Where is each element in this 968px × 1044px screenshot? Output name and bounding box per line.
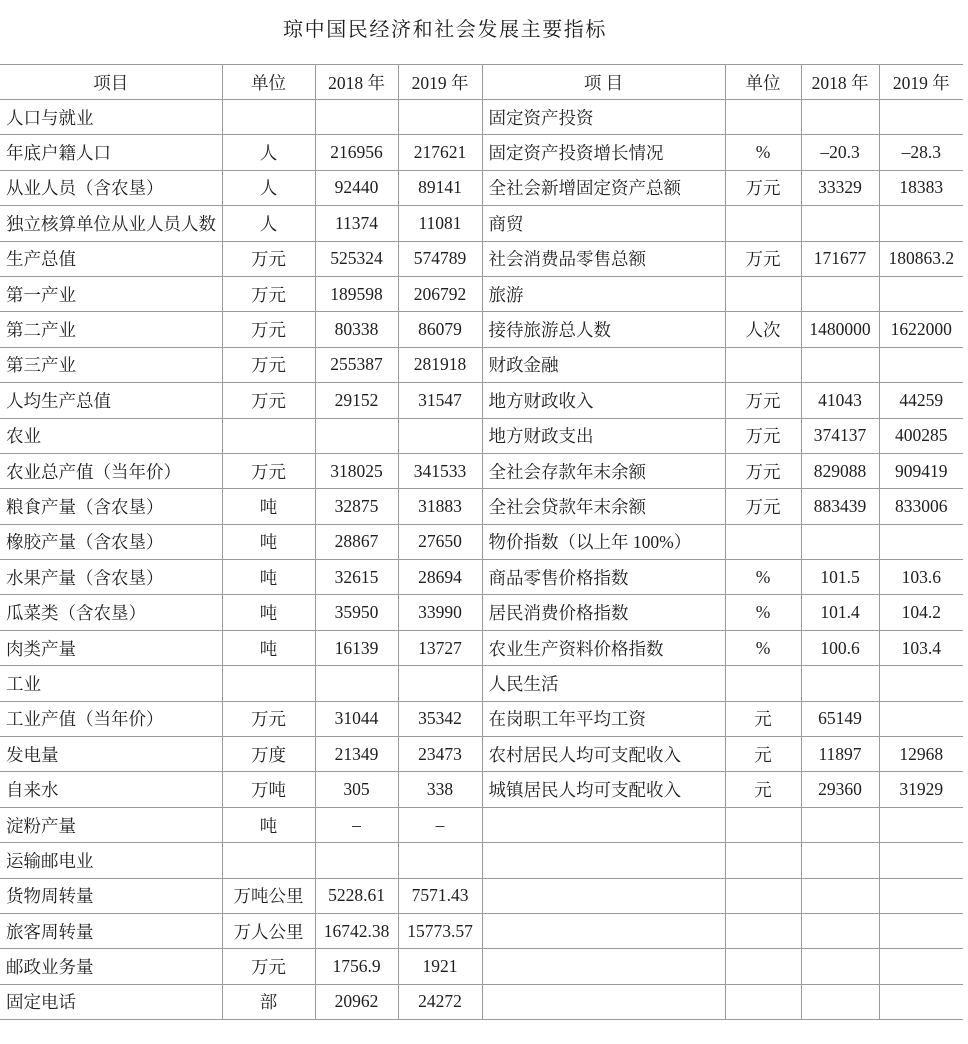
right-2018: 29360 bbox=[801, 772, 879, 807]
table-row bbox=[0, 949, 963, 984]
right-unit bbox=[725, 843, 801, 878]
right-2019: 103.6 bbox=[879, 560, 963, 595]
left-2019: 13727 bbox=[398, 630, 482, 665]
table-row bbox=[0, 453, 963, 488]
table-row bbox=[0, 206, 963, 241]
right-2018 bbox=[801, 206, 879, 241]
right-2018 bbox=[801, 276, 879, 311]
left-item: 农业总产值（当年价） bbox=[0, 453, 222, 488]
left-2019: 23473 bbox=[398, 737, 482, 772]
right-2018 bbox=[801, 878, 879, 913]
left-2019 bbox=[398, 666, 482, 701]
left-item: 第三产业 bbox=[0, 347, 222, 382]
right-item: 接待旅游总人数 bbox=[482, 312, 725, 347]
left-2019: 33990 bbox=[398, 595, 482, 630]
left-2019: 35342 bbox=[398, 701, 482, 736]
table-row bbox=[0, 418, 963, 453]
right-2019: 12968 bbox=[879, 737, 963, 772]
table-row bbox=[0, 737, 963, 772]
left-2018: 525324 bbox=[315, 241, 398, 276]
right-unit bbox=[725, 524, 801, 559]
left-unit bbox=[222, 418, 315, 453]
left-2018: 31044 bbox=[315, 701, 398, 736]
left-unit: 万元 bbox=[222, 949, 315, 984]
right-header-unit: 单位 bbox=[725, 65, 801, 100]
right-2019 bbox=[879, 878, 963, 913]
right-2018 bbox=[801, 913, 879, 948]
table-row bbox=[0, 100, 963, 135]
left-item: 粮食产量（含农垦） bbox=[0, 489, 222, 524]
right-unit: % bbox=[725, 595, 801, 630]
right-2019: 103.4 bbox=[879, 630, 963, 665]
left-2018: 35950 bbox=[315, 595, 398, 630]
right-unit bbox=[725, 100, 801, 135]
right-item: 全社会贷款年末余额 bbox=[482, 489, 725, 524]
right-item: 人民生活 bbox=[482, 666, 725, 701]
left-2018 bbox=[315, 666, 398, 701]
right-item bbox=[482, 843, 725, 878]
left-2019: 24272 bbox=[398, 984, 482, 1019]
right-2018: 65149 bbox=[801, 701, 879, 736]
left-2019: 89141 bbox=[398, 170, 482, 205]
right-item: 地方财政支出 bbox=[482, 418, 725, 453]
right-item: 固定资产投资 bbox=[482, 100, 725, 135]
right-2019: 31929 bbox=[879, 772, 963, 807]
right-unit bbox=[725, 878, 801, 913]
right-2018: 101.4 bbox=[801, 595, 879, 630]
right-2019: 104.2 bbox=[879, 595, 963, 630]
right-2018 bbox=[801, 100, 879, 135]
right-item: 农业生产资料价格指数 bbox=[482, 630, 725, 665]
right-2019 bbox=[879, 276, 963, 311]
right-unit bbox=[725, 949, 801, 984]
right-2019 bbox=[879, 949, 963, 984]
left-2018: – bbox=[315, 807, 398, 842]
left-item: 第一产业 bbox=[0, 276, 222, 311]
left-unit: 部 bbox=[222, 984, 315, 1019]
left-2019: 27650 bbox=[398, 524, 482, 559]
left-unit: 万人公里 bbox=[222, 913, 315, 948]
right-2019: 180863.2 bbox=[879, 241, 963, 276]
left-unit: 万元 bbox=[222, 347, 315, 382]
right-2019: 1622000 bbox=[879, 312, 963, 347]
right-2019: –28.3 bbox=[879, 135, 963, 170]
table-row bbox=[0, 807, 963, 842]
table-row bbox=[0, 383, 963, 418]
left-2019: 217621 bbox=[398, 135, 482, 170]
left-2018: 318025 bbox=[315, 453, 398, 488]
table-row bbox=[0, 984, 963, 1019]
right-item: 在岗职工年平均工资 bbox=[482, 701, 725, 736]
right-2019: 909419 bbox=[879, 453, 963, 488]
left-2018: 16742.38 bbox=[315, 913, 398, 948]
table-row bbox=[0, 135, 963, 170]
left-2019: 338 bbox=[398, 772, 482, 807]
right-item bbox=[482, 878, 725, 913]
table-row bbox=[0, 878, 963, 913]
left-2018: 305 bbox=[315, 772, 398, 807]
left-unit: 万度 bbox=[222, 737, 315, 772]
right-2018 bbox=[801, 949, 879, 984]
right-2019: 44259 bbox=[879, 383, 963, 418]
table-row bbox=[0, 170, 963, 205]
right-unit bbox=[725, 206, 801, 241]
left-item: 年底户籍人口 bbox=[0, 135, 222, 170]
left-item: 运输邮电业 bbox=[0, 843, 222, 878]
table-row bbox=[0, 241, 963, 276]
right-item: 城镇居民人均可支配收入 bbox=[482, 772, 725, 807]
right-2018 bbox=[801, 843, 879, 878]
right-2019 bbox=[879, 347, 963, 382]
left-header-2018: 2018 年 bbox=[315, 65, 398, 100]
left-2018: 32615 bbox=[315, 560, 398, 595]
table-row bbox=[0, 560, 963, 595]
left-item: 瓜菜类（含农垦） bbox=[0, 595, 222, 630]
left-2019: 206792 bbox=[398, 276, 482, 311]
right-2019: 833006 bbox=[879, 489, 963, 524]
right-unit bbox=[725, 276, 801, 311]
left-2018: 20962 bbox=[315, 984, 398, 1019]
left-item: 水果产量（含农垦） bbox=[0, 560, 222, 595]
right-unit bbox=[725, 913, 801, 948]
left-unit: 万元 bbox=[222, 453, 315, 488]
table-row bbox=[0, 312, 963, 347]
left-unit bbox=[222, 666, 315, 701]
right-item: 固定资产投资增长情况 bbox=[482, 135, 725, 170]
right-unit: % bbox=[725, 560, 801, 595]
right-2018: 41043 bbox=[801, 383, 879, 418]
left-item: 肉类产量 bbox=[0, 630, 222, 665]
left-unit: 人 bbox=[222, 170, 315, 205]
right-item: 商品零售价格指数 bbox=[482, 560, 725, 595]
left-item: 邮政业务量 bbox=[0, 949, 222, 984]
right-item: 旅游 bbox=[482, 276, 725, 311]
left-2019: 31883 bbox=[398, 489, 482, 524]
right-2019: 400285 bbox=[879, 418, 963, 453]
left-unit bbox=[222, 843, 315, 878]
right-unit: % bbox=[725, 135, 801, 170]
right-item: 物价指数（以上年 100%） bbox=[482, 524, 725, 559]
left-2019: 1921 bbox=[398, 949, 482, 984]
right-unit: 万元 bbox=[725, 170, 801, 205]
right-unit: 人次 bbox=[725, 312, 801, 347]
right-unit: % bbox=[725, 630, 801, 665]
left-2019: – bbox=[398, 807, 482, 842]
left-2018: 11374 bbox=[315, 206, 398, 241]
table-row bbox=[0, 666, 963, 701]
right-unit bbox=[725, 666, 801, 701]
right-2018: 883439 bbox=[801, 489, 879, 524]
right-unit bbox=[725, 347, 801, 382]
left-2019: 341533 bbox=[398, 453, 482, 488]
table-row bbox=[0, 630, 963, 665]
left-2018: 5228.61 bbox=[315, 878, 398, 913]
right-unit: 万元 bbox=[725, 241, 801, 276]
right-item bbox=[482, 949, 725, 984]
right-header-item: 项 目 bbox=[482, 65, 725, 100]
right-2019 bbox=[879, 701, 963, 736]
left-unit: 人 bbox=[222, 206, 315, 241]
right-2019 bbox=[879, 843, 963, 878]
left-item: 第二产业 bbox=[0, 312, 222, 347]
left-2018: 255387 bbox=[315, 347, 398, 382]
right-unit: 万元 bbox=[725, 453, 801, 488]
right-unit: 万元 bbox=[725, 383, 801, 418]
right-item: 农村居民人均可支配收入 bbox=[482, 737, 725, 772]
right-2018 bbox=[801, 666, 879, 701]
left-2018: 29152 bbox=[315, 383, 398, 418]
right-item: 全社会新增固定资产总额 bbox=[482, 170, 725, 205]
left-item: 从业人员（含农垦） bbox=[0, 170, 222, 205]
right-item: 地方财政收入 bbox=[482, 383, 725, 418]
right-unit: 万元 bbox=[725, 418, 801, 453]
right-header-2019: 2019 年 bbox=[879, 65, 963, 100]
left-unit: 吨 bbox=[222, 489, 315, 524]
left-item: 人口与就业 bbox=[0, 100, 222, 135]
left-2018: 1756.9 bbox=[315, 949, 398, 984]
left-item: 自来水 bbox=[0, 772, 222, 807]
table-row bbox=[0, 772, 963, 807]
left-2019: 28694 bbox=[398, 560, 482, 595]
table-row bbox=[0, 595, 963, 630]
indicators-table bbox=[0, 64, 963, 1020]
left-2018: 21349 bbox=[315, 737, 398, 772]
left-2018: 92440 bbox=[315, 170, 398, 205]
right-2018: 829088 bbox=[801, 453, 879, 488]
table-row bbox=[0, 701, 963, 736]
left-item: 人均生产总值 bbox=[0, 383, 222, 418]
page-title: 琼中国民经济和社会发展主要指标 bbox=[283, 19, 607, 41]
right-2018 bbox=[801, 984, 879, 1019]
left-unit: 吨 bbox=[222, 807, 315, 842]
right-item: 社会消费品零售总额 bbox=[482, 241, 725, 276]
right-2018: 11897 bbox=[801, 737, 879, 772]
right-2019 bbox=[879, 524, 963, 559]
left-item: 工业产值（当年价） bbox=[0, 701, 222, 736]
right-item: 全社会存款年末余额 bbox=[482, 453, 725, 488]
right-unit: 元 bbox=[725, 737, 801, 772]
left-unit: 万元 bbox=[222, 312, 315, 347]
left-unit: 万元 bbox=[222, 701, 315, 736]
table-row bbox=[0, 276, 963, 311]
left-2018 bbox=[315, 843, 398, 878]
left-2018: 80338 bbox=[315, 312, 398, 347]
right-2018 bbox=[801, 347, 879, 382]
table-row bbox=[0, 347, 963, 382]
right-2019 bbox=[879, 666, 963, 701]
left-item: 生产总值 bbox=[0, 241, 222, 276]
left-2018: 32875 bbox=[315, 489, 398, 524]
left-2018: 189598 bbox=[315, 276, 398, 311]
left-unit bbox=[222, 100, 315, 135]
left-2018 bbox=[315, 418, 398, 453]
left-2019: 11081 bbox=[398, 206, 482, 241]
left-2019: 574789 bbox=[398, 241, 482, 276]
right-2019 bbox=[879, 807, 963, 842]
right-2019 bbox=[879, 913, 963, 948]
right-2018 bbox=[801, 807, 879, 842]
left-2018: 16139 bbox=[315, 630, 398, 665]
table-row bbox=[0, 913, 963, 948]
table-row bbox=[0, 843, 963, 878]
left-unit: 万元 bbox=[222, 383, 315, 418]
left-unit: 吨 bbox=[222, 524, 315, 559]
right-item: 商贸 bbox=[482, 206, 725, 241]
left-unit: 万吨公里 bbox=[222, 878, 315, 913]
left-2019 bbox=[398, 100, 482, 135]
left-unit: 万元 bbox=[222, 241, 315, 276]
left-unit: 吨 bbox=[222, 630, 315, 665]
header-row bbox=[0, 65, 963, 100]
right-unit: 元 bbox=[725, 772, 801, 807]
right-item: 财政金融 bbox=[482, 347, 725, 382]
left-2019: 31547 bbox=[398, 383, 482, 418]
left-2019: 7571.43 bbox=[398, 878, 482, 913]
table-row bbox=[0, 524, 963, 559]
left-2018: 28867 bbox=[315, 524, 398, 559]
left-item: 旅客周转量 bbox=[0, 913, 222, 948]
left-item: 发电量 bbox=[0, 737, 222, 772]
left-item: 农业 bbox=[0, 418, 222, 453]
right-item bbox=[482, 807, 725, 842]
right-2018: 374137 bbox=[801, 418, 879, 453]
left-2019: 281918 bbox=[398, 347, 482, 382]
right-2019: 18383 bbox=[879, 170, 963, 205]
left-item: 固定电话 bbox=[0, 984, 222, 1019]
left-2019: 15773.57 bbox=[398, 913, 482, 948]
right-item bbox=[482, 913, 725, 948]
right-2019 bbox=[879, 206, 963, 241]
right-2018: –20.3 bbox=[801, 135, 879, 170]
left-2019 bbox=[398, 843, 482, 878]
right-2018: 100.6 bbox=[801, 630, 879, 665]
left-header-unit: 单位 bbox=[222, 65, 315, 100]
left-unit: 人 bbox=[222, 135, 315, 170]
right-2018 bbox=[801, 524, 879, 559]
left-2018 bbox=[315, 100, 398, 135]
left-item: 橡胶产量（含农垦） bbox=[0, 524, 222, 559]
left-unit: 吨 bbox=[222, 595, 315, 630]
right-unit bbox=[725, 984, 801, 1019]
left-header-2019: 2019 年 bbox=[398, 65, 482, 100]
right-item bbox=[482, 984, 725, 1019]
left-2018: 216956 bbox=[315, 135, 398, 170]
right-2018: 1480000 bbox=[801, 312, 879, 347]
right-unit: 元 bbox=[725, 701, 801, 736]
right-header-2018: 2018 年 bbox=[801, 65, 879, 100]
table-row bbox=[0, 489, 963, 524]
right-2018: 33329 bbox=[801, 170, 879, 205]
left-unit: 万元 bbox=[222, 276, 315, 311]
left-item: 独立核算单位从业人员人数 bbox=[0, 206, 222, 241]
right-2019 bbox=[879, 984, 963, 1019]
right-item: 居民消费价格指数 bbox=[482, 595, 725, 630]
left-unit: 万吨 bbox=[222, 772, 315, 807]
left-item: 工业 bbox=[0, 666, 222, 701]
left-2019: 86079 bbox=[398, 312, 482, 347]
left-item: 货物周转量 bbox=[0, 878, 222, 913]
right-2018: 101.5 bbox=[801, 560, 879, 595]
right-unit: 万元 bbox=[725, 489, 801, 524]
left-item: 淀粉产量 bbox=[0, 807, 222, 842]
left-2019 bbox=[398, 418, 482, 453]
right-2019 bbox=[879, 100, 963, 135]
right-2018: 171677 bbox=[801, 241, 879, 276]
left-unit: 吨 bbox=[222, 560, 315, 595]
left-header-item: 项目 bbox=[0, 65, 222, 100]
right-unit bbox=[725, 807, 801, 842]
